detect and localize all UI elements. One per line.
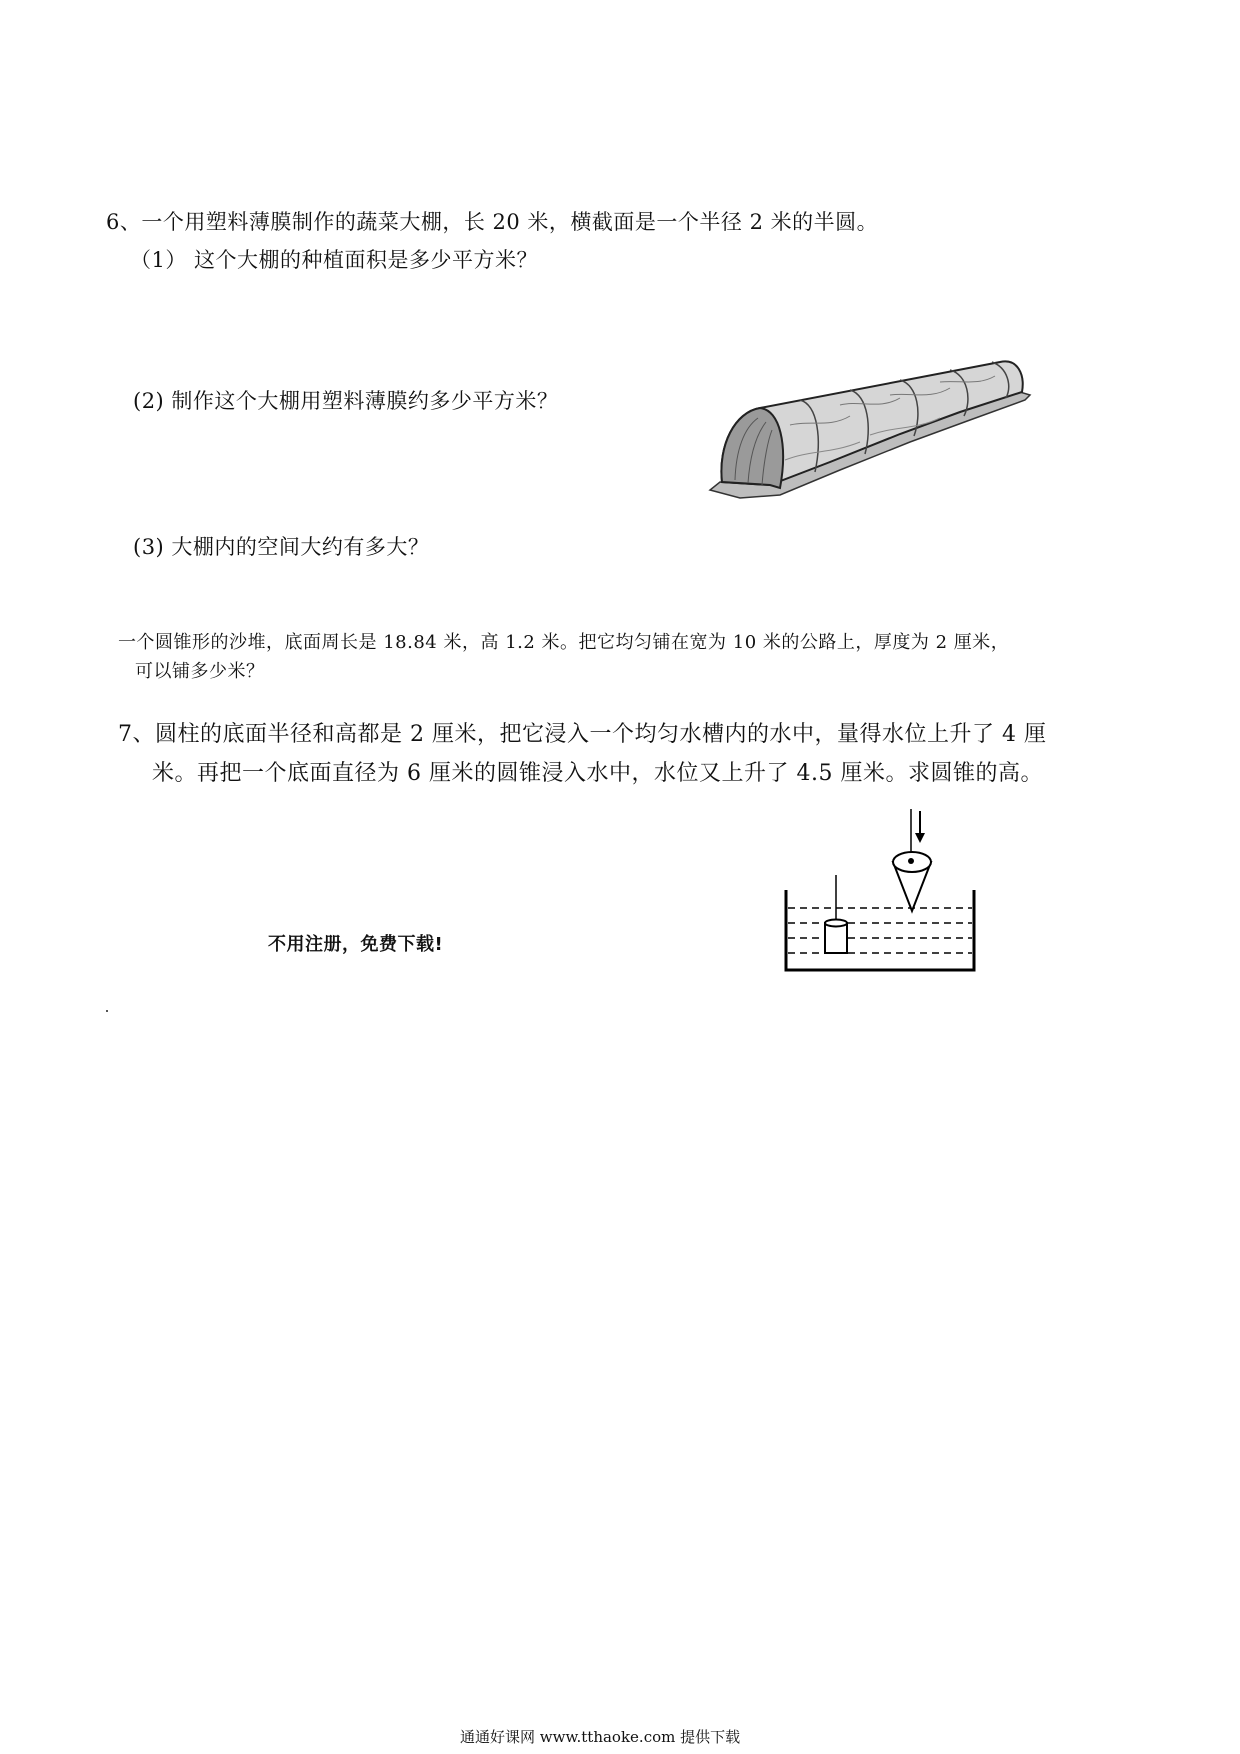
sand-problem-line2: 可以铺多少米？: [135, 661, 265, 682]
q6-part3: (3) 大棚内的空间大约有多大？: [133, 535, 430, 559]
promo-text: 不用注册，免费下载!: [268, 934, 444, 955]
q6-part1: （1） 这个大棚的种植面积是多少平方米？: [130, 248, 539, 272]
sand-problem-line1: 一个圆锥形的沙堆，底面周长是 18.84 米，高 1.2 米。把它均匀铺在宽为 10 米的公路上，厚度为 2 厘米，: [118, 632, 1010, 653]
stray-mark: [106, 1010, 108, 1012]
footer-text: 通通好课网 www.tthaoke.com 提供下载: [460, 1728, 741, 1746]
q6-part2: (2) 制作这个大棚用塑料薄膜约多少平方米？: [133, 389, 559, 413]
greenhouse-illustration: [700, 350, 1040, 505]
q7-line2: 米。再把一个底面直径为 6 厘米的圆锥浸入水中，水位又上升了 4.5 厘米。求圆锥的高。: [152, 761, 1043, 786]
water-tank-diagram: [780, 805, 980, 975]
q7-line1: 7、圆柱的底面半径和高都是 2 厘米，把它浸入一个均匀水槽内的水中，量得水位上升了 4 厘: [118, 722, 1047, 747]
q6-stem: 6、一个用塑料薄膜制作的蔬菜大棚，长 20 米，横截面是一个半径 2 米的半圆。: [106, 210, 879, 234]
